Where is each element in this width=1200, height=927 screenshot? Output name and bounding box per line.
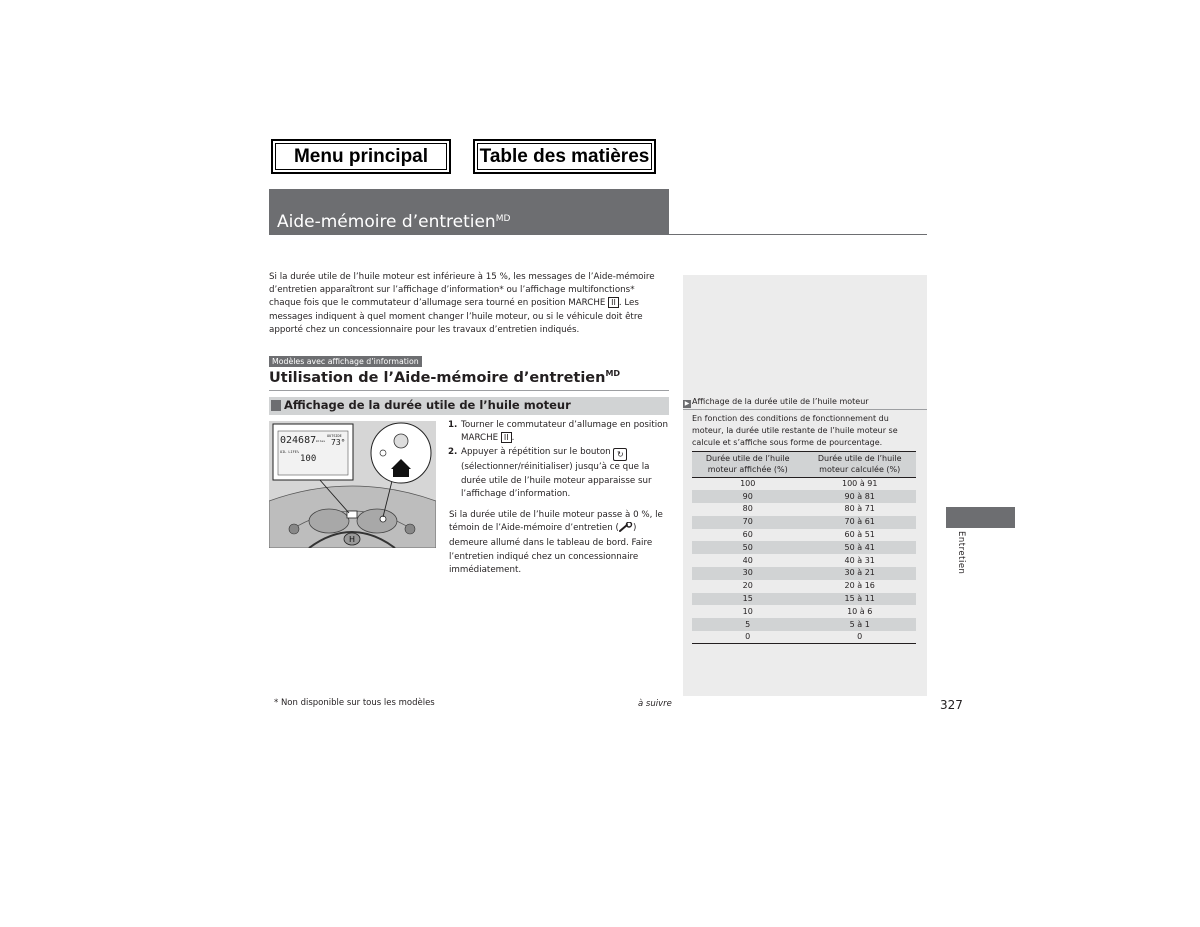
table-des-matieres-label: Table des matières [479, 145, 650, 167]
step-number: 2. [448, 447, 458, 458]
displayed-percent-cell: 90 [692, 490, 803, 503]
table-row [692, 503, 916, 516]
calculated-percent-cell: 90 à 81 [803, 490, 916, 503]
ignition-key-symbol: II [501, 432, 512, 443]
ignition-key-symbol: II [608, 297, 619, 308]
continued-label: à suivre [638, 699, 672, 709]
calculated-percent-cell: 100 à 91 [842, 479, 878, 489]
table-header-cell: Durée utile de l’huile moteur affichée (%) [692, 452, 803, 478]
odometer-reading: 024687 [280, 435, 317, 446]
calculated-percent-cell: 40 à 31 [844, 555, 875, 565]
displayed-percent-cell: 80 [742, 504, 753, 514]
calculated-percent-cell: 50 à 41 [803, 541, 916, 554]
displayed-percent-cell: 10 [742, 606, 753, 616]
displayed-percent-cell: 0 [692, 631, 803, 644]
footnote: * Non disponible sur tous les modèles [274, 698, 435, 708]
displayed-percent-cell: 100 [740, 479, 756, 489]
section-heading-sup: MD [605, 369, 621, 378]
table-row [692, 541, 916, 554]
page-title: Aide-mémoire d’entretien$^{MD}$ [277, 212, 511, 232]
table-row [692, 618, 916, 631]
table-row [692, 580, 916, 593]
model-tag: Modèles avec affichage d’information [269, 356, 422, 367]
note-title: ▶ Affichage de la durée utile de l’huile moteur [684, 397, 869, 407]
calculated-percent-cell: 10 à 6 [847, 606, 873, 616]
calculated-percent-cell: 5 à 1 [803, 618, 916, 631]
calculated-percent-cell: 80 à 71 [844, 504, 875, 514]
table-row [692, 529, 916, 542]
chapter-tab-label: Entretien [956, 531, 966, 575]
select-reset-icon: ↻ [613, 448, 627, 461]
steps-list [448, 419, 670, 501]
table-row [692, 593, 916, 606]
displayed-percent-cell: 5 [692, 618, 803, 631]
warning-paragraph: Si la durée utile de l’huile moteur passe à 0 %, le témoin de l’Aide-mémoire d’entretien ( ) demeure allumé dans le tableau de bord. Faire l’entretien indiqué chez un concessionnaire immédiatement. [449, 510, 663, 575]
table-row [692, 631, 916, 644]
subheading-square [271, 400, 281, 411]
menu-principal-label: Menu principal [293, 145, 429, 167]
wrench-icon [619, 522, 633, 537]
outside-temperature: 73° [331, 438, 346, 447]
table-row [692, 554, 916, 567]
calculated-percent-cell: 60 à 51 [844, 530, 875, 540]
chapter-tab [946, 507, 1015, 528]
step-2: 2. Appuyer à répétition sur le bouton ↻ (sélectionner/réinitialiser) jusqu’à ce que la durée utile de l’huile moteur apparaisse sur l’affichage d’information. [448, 447, 652, 499]
displayed-percent-cell: 30 [692, 567, 803, 580]
page-number: 327 [940, 698, 963, 712]
svg-text:H: H [348, 535, 356, 544]
oil-life-value: 100 [300, 454, 317, 464]
title-rule [669, 234, 927, 235]
displayed-percent-cell: 20 [742, 581, 753, 591]
intro-paragraph: Si la durée utile de l’huile moteur est inférieure à 15 %, les messages de l’Aide-mémoire d’entretien apparaîtront sur l’affichage d’information* ou l’affichage multifonctions* chaque fois que le commutateur d’allumage sera tourné en position MARCHE II . Les messages indiquent à quel moment changer l’huile moteur, ou si le véhicule doit être apporté chez un concessionnaire pour les travaux d’entretien indiqués. [269, 272, 655, 335]
step-number: 1. [448, 420, 458, 430]
table-des-matieres-button[interactable] [473, 139, 656, 174]
calculated-percent-cell: 15 à 11 [803, 593, 916, 606]
displayed-percent-cell: 70 [692, 516, 803, 529]
step-1: 1. Tourner le commutateur d’allumage en position MARCHE II . [448, 420, 668, 444]
note-marker-icon: ▶ [684, 400, 690, 407]
displayed-percent-cell: 60 [742, 530, 753, 540]
subheading: Affichage de la durée utile de l’huile moteur [284, 398, 571, 412]
section-heading: Utilisation de l’Aide-mémoire d’entretien$^{MD}$ [269, 369, 621, 386]
note-text: En fonction des conditions de fonctionnement du moteur, la durée utile restante de l’huile moteur se calcule et s’affiche sous forme de pourcentage. [692, 414, 898, 447]
calculated-percent-cell: 70 à 61 [803, 516, 916, 529]
calculated-percent-cell: 30 à 21 [803, 567, 916, 580]
table-row [692, 490, 916, 503]
menu-principal-button[interactable] [271, 139, 451, 174]
displayed-percent-cell: 40 [742, 555, 753, 565]
displayed-percent-cell: 15 [692, 593, 803, 606]
table-row [692, 567, 916, 580]
dashboard-illustration [269, 421, 436, 548]
oil-life-table [692, 451, 916, 644]
table-header-cell: Durée utile de l’huile moteur calculée (%) [803, 452, 916, 478]
note-rule [683, 409, 927, 410]
table-row [692, 516, 916, 529]
outside-temp-label: OUTSIDE [327, 434, 342, 438]
table-row [692, 605, 916, 618]
oil-life-label: OIL LIFE% [280, 450, 299, 454]
page-title-sup: MD [495, 214, 511, 224]
table-body [692, 478, 916, 644]
displayed-percent-cell: 50 [692, 541, 803, 554]
calculated-percent-cell: 0 [803, 631, 916, 644]
section-rule [269, 390, 669, 391]
calculated-percent-cell: 20 à 16 [844, 581, 875, 591]
table-row [692, 478, 916, 491]
odometer-unit: miles [316, 439, 326, 443]
table-header-row [692, 452, 916, 478]
